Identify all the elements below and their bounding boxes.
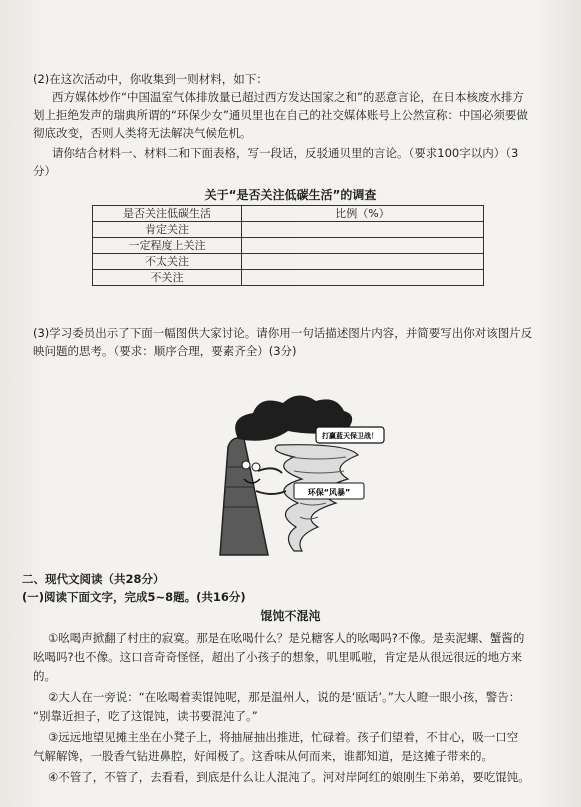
task-line-2: 分） xyxy=(33,164,56,178)
environmental-storm-cartoon xyxy=(198,387,398,557)
storm-label-text: 环保“风暴” xyxy=(307,488,351,497)
material-line-1: 西方媒体炒作“中国温室气体排放量已超过西方发达国家之和”的恶意言论，在日本核废水排方 xyxy=(52,90,524,104)
table-cell xyxy=(242,270,484,286)
paragraph-1-line-2: 吆喝吗?也不像。这口音奇奇怪怪，超出了小孩子的想象，叽里呱啦，肯定是从很远很远的地方来 xyxy=(33,650,523,664)
arm-shape xyxy=(256,491,286,494)
paragraph-2-line-2: “别靠近担子，吃了这馄饨，读书要混沌了。” xyxy=(33,709,258,723)
article-title: 馄饨不混沌 xyxy=(260,609,321,623)
table-cell: 肯定关注 xyxy=(93,222,242,238)
paragraph-3-line-1: ③远远地望见摊主坐在小凳子上，将抽屉抽出推进，忙碌着。孩子们望着，不甘心，吸一口空 xyxy=(48,730,519,744)
material-line-3: 彻底改变，否则人类将无法解决气候危机。 xyxy=(33,126,252,140)
paragraph-1-line-3: 的。 xyxy=(33,669,56,683)
table-header-cell: 比例（%） xyxy=(242,206,484,222)
task-line-1: 请你结合材料一、材料二和下面表格，写一段话，反驳通贝里的言论。（要求100字以内）（3 xyxy=(52,146,519,160)
section-2-heading: 二、现代文阅读（共28分） xyxy=(22,572,165,586)
section-2-subheading: (一)阅读下面文字，完成5~8题。(共16分) xyxy=(22,590,246,604)
smokestack-shape xyxy=(220,438,268,555)
table-row xyxy=(93,238,484,254)
table-cell xyxy=(242,222,484,238)
speech-bubble-text: 打赢蓝天保卫战！ xyxy=(322,432,378,440)
arm-shape xyxy=(258,468,282,473)
question-2-intro: (2)在这次活动中，你收集到一则材料，如下： xyxy=(33,72,268,86)
paragraph-3-line-2: 气解解馋，一股香气钻进鼻腔，好闻极了。这香味从何而来，谁都知道，是这摊子带来的。 xyxy=(33,749,493,763)
material-line-2: 划上拒绝发声的瑞典所谓的“环保少女”通贝里也在自己的社交媒体账号上公然宣称：中国必须要做 xyxy=(33,108,528,122)
paragraph-2-line-1: ②大人在一旁说：“在吆喝着卖馄饨呢，那是温州人，说的是‘瓯话’。”大人瞪一眼小孩，警告： xyxy=(48,690,521,704)
table-row xyxy=(93,254,484,270)
paragraph-4-line-1: ④不管了，不管了，去看看，到底是什么让人混沌了。河对岸阿红的娘刚生下弟弟，要吃馄饨。 xyxy=(48,770,530,784)
paragraph-1-line-1: ①吆喝声掀翻了村庄的寂寞。那是在吆喝什么？是兑糖客人的吆喝吗?不像。是卖泥螺、蟹酱的 xyxy=(48,631,525,645)
table-header-cell: 是否关注低碳生活 xyxy=(93,206,242,222)
table-row xyxy=(93,222,484,238)
table-cell xyxy=(242,254,484,270)
table-cell: 不关注 xyxy=(93,270,242,286)
table-header-row xyxy=(93,206,484,222)
table-row xyxy=(93,270,484,286)
table-cell xyxy=(242,238,484,254)
table-cell: 不太关注 xyxy=(93,254,242,270)
survey-table xyxy=(92,205,484,286)
table-cell: 一定程度上关注 xyxy=(93,238,242,254)
question-3-line-1: (3)学习委员出示了下面一幅图供大家讨论。请你用一句话描述图片内容，并简要写出你对该图片反 xyxy=(33,326,533,340)
eye-shape xyxy=(242,461,250,469)
question-3-line-2: 映问题的思考。（要求：顺序合理，要素齐全）(3分) xyxy=(33,344,297,358)
survey-title: 关于“是否关注低碳生活”的调查 xyxy=(204,188,377,202)
